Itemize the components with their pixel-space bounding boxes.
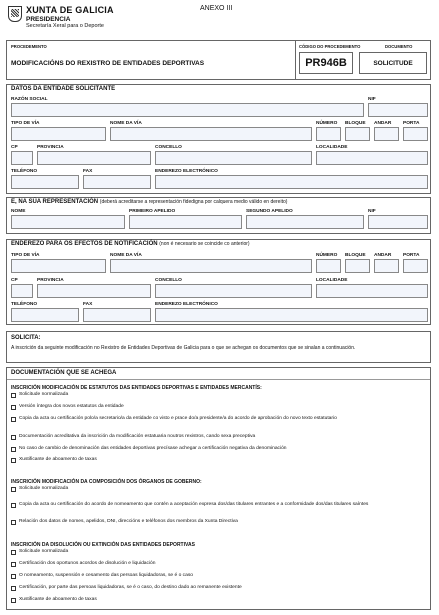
notif-cp-input[interactable] [11,284,33,298]
entity-section [6,84,431,194]
annex-title: ANEXO III [200,5,233,12]
doc-item-label: Certificación dos oportunos acordos de disolución e liquidación [19,561,156,566]
cp-input[interactable] [11,151,33,165]
rep-ap1-input[interactable] [129,215,242,229]
doc-item-label: Certificación, por parte das persoas liquidadoras, se é o caso, do destino dado ao remanente existente [19,585,242,590]
razon-social-label: RAZÓN SOCIAL [11,97,48,102]
doc-checkbox[interactable] [11,562,16,567]
document-label: DOCUMENTO [385,44,413,49]
docs-group-2-title: INSCRICIÓN MODIFICACIÓN DA COMPOSICIÓN DOS ÓRGANOS DE GOBERNO: [11,479,202,485]
doc-checkbox[interactable] [11,435,16,440]
doc-item-label: Solicitude normalizada [19,392,69,397]
rep-nif-label: NIF [368,209,376,214]
notif-nome-via-label: NOME DA VÍA [110,253,142,258]
docs-group-3-title: INSCRICIÓN DA DISOLUCIÓN OU EXTINCIÓN DAS ENTIDADES DEPORTIVAS [11,542,195,548]
procedure-box [6,40,431,80]
concello-input[interactable] [155,151,312,165]
rep-ap2-label: SEGUNDO APELIDO [246,209,293,214]
department: PRESIDENCIA [26,16,71,23]
telefono-label: TELÉFONO [11,169,38,174]
notif-localidade-input[interactable] [316,284,428,298]
notif-fax-input[interactable] [83,308,151,322]
notif-tipo-via-label: TIPO DE VÍA [11,253,40,258]
solicita-heading: SOLICITA: [11,335,41,341]
nif-input[interactable] [368,103,428,117]
concello-label: CONCELLO [155,145,182,150]
documentation-section [6,367,431,610]
notif-email-label: ENDEREZO ELECTRÓNICO [155,302,218,307]
notif-bloque-label: BLOQUE [345,253,366,258]
notif-porta-input[interactable] [403,259,428,273]
notif-bloque-input[interactable] [345,259,370,273]
notif-email-input[interactable] [155,308,428,322]
rep-nif-input[interactable] [368,215,428,229]
notif-tipo-via-input[interactable] [11,259,106,273]
document-type: SOLICITUDE [373,60,413,67]
notif-telefono-input[interactable] [11,308,79,322]
porta-input[interactable] [403,127,428,141]
solicita-section [6,331,431,363]
doc-item-label: Copia da acta ou certificación polo/a secretario/a da entidade co visto e prace do/a presidente/a do acordo de aprobación do novo texto estatutario [19,416,337,421]
doc-checkbox[interactable] [11,405,16,410]
telefono-input[interactable] [11,175,79,189]
notif-andar-input[interactable] [374,259,399,273]
notif-numero-label: NÚMERO [316,253,338,258]
email-label: ENDEREZO ELECTRÓNICO [155,169,218,174]
fax-input[interactable] [83,175,151,189]
solicita-text: A inscrición da seguinte modificación no Rexistro de Entidades Deportivas de Galicia para o que se achegan os documentos que se sinalan a continuación. [11,345,356,351]
tipo-via-label: TIPO DE VÍA [11,121,40,126]
rep-ap2-input[interactable] [246,215,364,229]
org-name: XUNTA DE GALICIA [26,5,114,15]
representative-section [6,197,431,234]
procedure-label: PROCEDEMENTO [11,44,47,49]
xunta-shield-icon [8,6,22,22]
procedure-code-label: CÓDIGO DO PROCEDEMENTO [299,44,361,49]
nome-via-input[interactable] [110,127,312,141]
fax-label: FAX [83,169,93,174]
bloque-label: BLOQUE [345,121,366,126]
notif-cp-label: CP [11,278,18,283]
notif-heading: ENDEREZO PARA OS EFECTOS DE NOTIFICACIÓN (non é necesario se coincide co anterior) [11,241,250,247]
sub-department: Secretaría Xeral para o Deporte [26,23,104,29]
procedure-code-box [299,52,353,74]
tipo-via-input[interactable] [11,127,106,141]
doc-item-label: Solicitude normalizada [19,486,69,491]
notif-fax-label: FAX [83,302,93,307]
razon-social-input[interactable] [11,103,364,117]
doc-checkbox[interactable] [11,487,16,492]
document-box [359,52,427,74]
localidade-input[interactable] [316,151,428,165]
doc-checkbox[interactable] [11,503,16,508]
procedure-code: PR946B [305,57,347,69]
notif-concello-input[interactable] [155,284,312,298]
docs-group-1-title: INSCRICIÓN MODIFICACIÓN DE ESTATUTOS DAS ENTIDADES DEPORTIVAS E ENTIDADES MERCANTÍS: [11,385,262,391]
entity-heading: DATOS DA ENTIDADE SOLICITANTE [11,86,116,92]
notif-localidade-label: LOCALIDADE [316,278,348,283]
doc-item-label: Relación dos datos de nomes, apelidos, DNI, direccións e teléfonos dos membros da Xunta Directiva [19,519,238,524]
rep-ap1-label: PRIMEIRO APELIDO [129,209,176,214]
andar-label: ANDAR [374,121,392,126]
doc-item-label: No caso de cambio de denominación das entidades deportivas precísase achegar a certificación negativa da denominación [19,446,287,451]
doc-checkbox[interactable] [11,574,16,579]
numero-input[interactable] [316,127,341,141]
notification-section [6,239,431,325]
rep-nome-input[interactable] [11,215,125,229]
doc-checkbox[interactable] [11,586,16,591]
doc-item-label: Solicitude normalizada [19,549,69,554]
localidade-label: LOCALIDADE [316,145,348,150]
nif-label: NIF [368,97,376,102]
doc-item-label: Documentación acreditativa da inscrición da modificación estatuaria noutros rexistros, cando sexa preceptiva [19,434,256,439]
notif-numero-input[interactable] [316,259,341,273]
cp-label: CP [11,145,18,150]
doc-checkbox[interactable] [11,520,16,525]
notif-porta-label: PORTA [403,253,420,258]
email-input[interactable] [155,175,428,189]
doc-checkbox[interactable] [11,550,16,555]
notif-provincia-label: PROVINCIA [37,278,64,283]
docs-heading: DOCUMENTACIÓN QUE SE ACHEGA [11,370,117,376]
doc-item-label: Xustificante de aboamento de taxas [19,457,97,462]
andar-input[interactable] [374,127,399,141]
notif-andar-label: ANDAR [374,253,392,258]
porta-label: PORTA [403,121,420,126]
procedure-title: MODIFICACIÓNS DO REXISTRO DE ENTIDADES DEPORTIVAS [11,60,205,67]
notif-provincia-input[interactable] [37,284,151,298]
notif-nome-via-input[interactable] [110,259,312,273]
nome-via-label: NOME DA VÍA [110,121,142,126]
doc-item-label: Xustificante de aboamento de taxas [19,597,97,602]
doc-checkbox[interactable] [11,447,16,452]
doc-item-label: Copia da acta ou certificación do acordo de nomeamento que contén a aceptación expresa dos/das titulares entrantes e a conformidade dos/das titulares saíntes [19,502,369,507]
doc-checkbox[interactable] [11,458,16,463]
rep-nome-label: NOME [11,209,26,214]
doc-checkbox[interactable] [11,598,16,603]
numero-label: NÚMERO [316,121,338,126]
notif-telefono-label: TELÉFONO [11,302,38,307]
doc-item-label: Versión íntegra dos novos estatutos da entidade [19,404,124,409]
bloque-input[interactable] [345,127,370,141]
notif-concello-label: CONCELLO [155,278,182,283]
doc-item-label: O nomeamento, suspensión e cesamento das persoas liquidadoras, se é o caso [19,573,193,578]
rep-heading: E, NA SÚA REPRESENTACIÓN (deberá acreditarse a representación fidedigna por calquera medio válido en dereito) [11,199,288,205]
doc-checkbox[interactable] [11,417,16,422]
doc-checkbox[interactable] [11,393,16,398]
provincia-label: PROVINCIA [37,145,64,150]
provincia-input[interactable] [37,151,151,165]
